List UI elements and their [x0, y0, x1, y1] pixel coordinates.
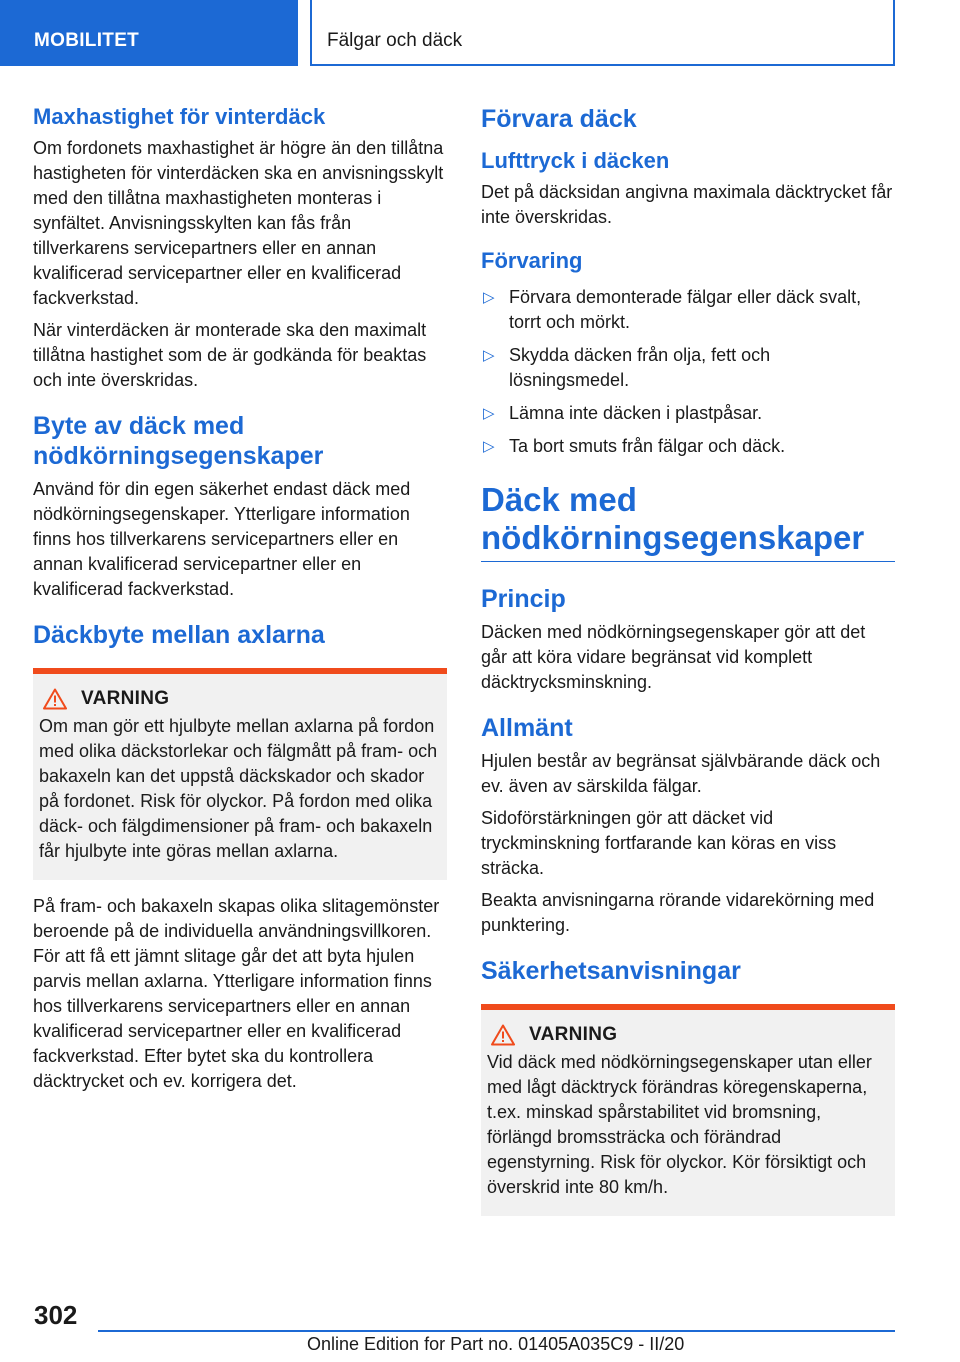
list-item — [481, 343, 895, 393]
paragraph-maxhastighet-1: Om fordonets maxhastighet är högre än den tillåtna hastigheten för vinterdäcken ska en anvisningsskylt med den tillåtna maxhastigheten monteras i synfältet. Anvisningsskylten kan fås från tillverkarens servicepartners eller en annan kvalificerad servicepartner eller en kvalificerad fackverkstad. — [33, 138, 444, 309]
heading-forvara-dack: Förvara däck — [481, 105, 637, 133]
list-item — [481, 401, 895, 426]
warning-header — [39, 688, 441, 710]
paragraph-maxhastighet-2: När vinterdäcken är monterade ska den maximalt tillåtna hastighet som de är godkända för beaktas och inte överskridas. — [33, 320, 427, 391]
footer-divider — [98, 1330, 895, 1332]
list-item-text: Skydda däcken från olja, fett och lösningsmedel. — [509, 344, 771, 390]
bullet-triangle-icon: ▷ — [483, 404, 495, 422]
paragraph-princip: Däcken med nödkörningsegenskaper gör att det går att köra vidare begränsat vid komplett däcktrycksminskning. — [481, 621, 866, 692]
heading-sakerhetsanvisningar: Säkerhetsanvisningar — [481, 956, 741, 985]
chapter-tab — [310, 0, 895, 66]
paragraph-allmant-2: Sidoförstärkningen gör att däcket vid tryckminskning fortfarande kan köras en viss sträcka. — [481, 807, 837, 878]
warning-title: VARNING — [81, 688, 170, 710]
list-item-text: Ta bort smuts från fälgar och däck. — [509, 435, 786, 456]
heading-lufttryck: Lufttryck i däcken — [481, 148, 670, 173]
warning-title: VARNING — [529, 1023, 618, 1045]
chapter-label: Fälgar och däck — [327, 30, 463, 51]
right-column — [481, 100, 895, 1230]
forvaring-list — [481, 285, 895, 459]
warning-box-dackbyte — [33, 668, 447, 880]
warning-box-sakerhet — [481, 1004, 895, 1216]
list-item-text: Lämna inte däcken i plastpåsar. — [509, 402, 763, 423]
heading-dack-med-nodkorning: Däck med nödkörningsegenskaper — [481, 481, 895, 562]
heading-dackbyte: Däckbyte mellan axlarna — [33, 621, 325, 650]
heading-forvaring: Förvaring — [481, 248, 583, 274]
heading-princip: Princip — [481, 584, 566, 613]
bullet-triangle-icon: ▷ — [483, 346, 495, 364]
bullet-triangle-icon: ▷ — [483, 288, 495, 306]
warning-text: Om man gör ett hjulbyte mellan axlarna på fordon med olika däckstorlekar och fälgmått på fram- och bakaxeln kan det uppstå däckskador och skador på fordonet. Risk för olyckor. På fordon med olika däck- och fälgdimensioner på fram- och bakaxeln får hjulbyte inte göras mellan axlarna. — [39, 716, 438, 862]
paragraph-dackbyte: På fram- och bakaxeln skapas olika slitagemönster beroende på de individuella användningsvillkoren. För att få ett jämnt slitage går det att byta hjulen parvis mellan axlarna. Ytterligare information finns hos tillverkarens servicepartners eller en annan kvalificerad servicepartner eller en kvalificerad fackverkstad. Efter bytet ska du kontrollera däcktrycket och ev. korrigera det. — [33, 896, 440, 1092]
footer-edition: Online Edition for Part no. 01405A035C9 - II/20 — [307, 1334, 685, 1354]
page-header — [0, 0, 960, 66]
page-number: 302 — [34, 1300, 78, 1330]
heading-maxhastighet: Maxhastighet för vinterdäck — [33, 104, 326, 129]
warning-text: Vid däck med nödkörningsegenskaper utan eller med lågt däcktryck förändras köregenskaperna, t.ex. minskad spårstabilitet vid bromsning, förlängd bromssträcka och förändrad egenstyrning. Risk för olyckor. Kör försiktigt och överskrid inte 80 km/h. — [487, 1051, 872, 1197]
list-item-text: Förvara demonterade fälgar eller däck svalt, torrt och mörkt. — [509, 286, 862, 332]
warning-header — [487, 1024, 889, 1046]
paragraph-byte-av-dack: Använd för din egen säkerhet endast däck med nödkörningsegenskaper. Ytterligare information finns hos tillverkarens servicepartners eller en annan kvalificerad servicepartner eller en kvalificerad fackverkstad. — [33, 479, 411, 600]
warning-triangle-icon — [43, 688, 67, 710]
list-item — [481, 285, 895, 335]
bullet-triangle-icon: ▷ — [483, 437, 495, 455]
paragraph-allmant-1: Hjulen består av begränsat självbärande däck och ev. även av särskilda fälgar. — [481, 750, 881, 796]
section-label: MOBILITET — [34, 30, 140, 51]
section-tab — [0, 0, 298, 66]
paragraph-allmant-3: Beakta anvisningarna rörande vidarekörning med punktering. — [481, 889, 875, 935]
left-column — [33, 100, 447, 1101]
heading-byte-av-dack: Byte av däck med nödkörningsegenskaper — [33, 412, 324, 471]
paragraph-lufttryck: Det på däcksidan angivna maximala däcktrycket får inte överskridas. — [481, 182, 893, 228]
warning-triangle-icon — [491, 1024, 515, 1046]
heading-allmant: Allmänt — [481, 713, 573, 742]
list-item — [481, 434, 895, 459]
